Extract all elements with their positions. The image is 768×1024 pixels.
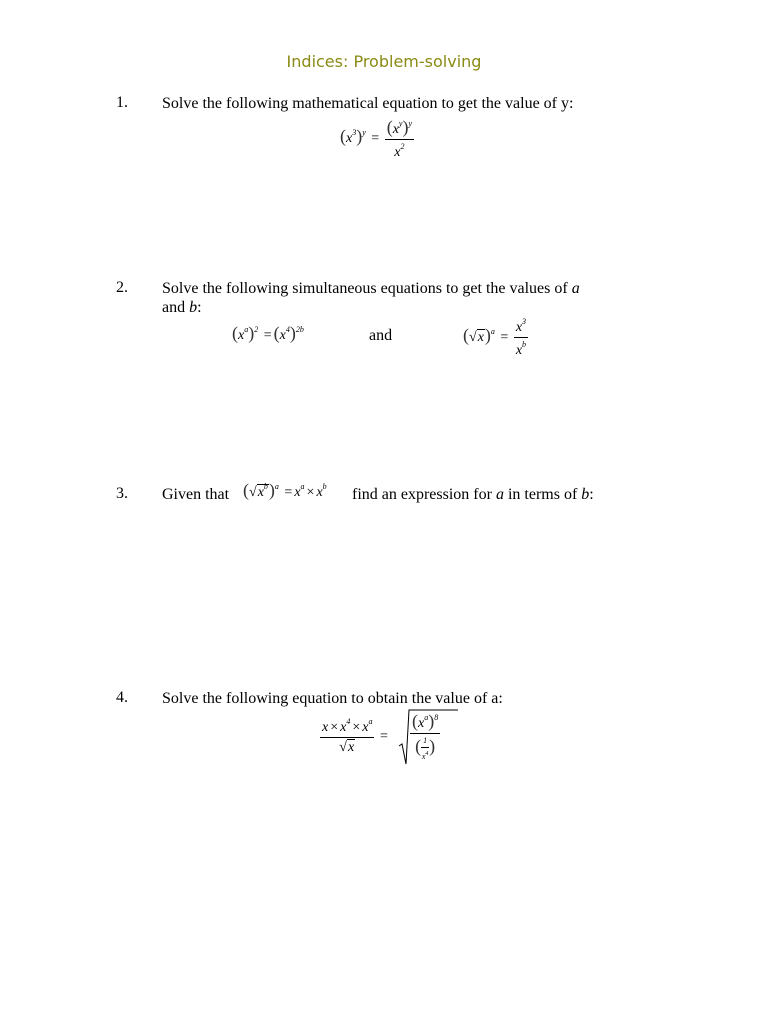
question-4-equation-rhs: $(x^a)^8$ ( $\frac{1}{x^4}$ ) bbox=[412, 711, 439, 761]
question-4-number: 4. bbox=[116, 689, 128, 706]
page-title: Indices: Problem-solving bbox=[286, 52, 482, 71]
question-4-radical-sign bbox=[398, 708, 410, 766]
question-4-text: Solve the following equation to obtain the value of a: bbox=[162, 690, 503, 707]
question-1-equation: $(x^3)^y$ = $\frac{(x^y)^y}{x^2}$ bbox=[340, 117, 413, 160]
question-2-number: 2. bbox=[116, 279, 128, 296]
question-2-equation-1: $(x^a)^2 = (x^4)^{2b}$ bbox=[232, 323, 304, 343]
question-3-equation: $(√x^b)^a = x^a \times x^b$ bbox=[243, 480, 327, 500]
question-3-text-before: Given that bbox=[162, 486, 230, 503]
question-2-connector: and bbox=[369, 327, 393, 344]
question-3-text-after: find an expression for a in terms of b: bbox=[348, 486, 594, 503]
question-1-number: 1. bbox=[116, 94, 128, 111]
question-2-equation-2: $(√x)^a$ = $\frac{x^3}{x^b}$ bbox=[463, 317, 527, 358]
question-2-text: Solve the following simultaneous equations to get the values of a and b: bbox=[162, 280, 580, 316]
question-4-equation-lhs: $\frac{x \times x^4 \times x^a}{√x}$ = bbox=[322, 717, 388, 755]
question-3-number: 3. bbox=[116, 485, 128, 502]
question-1-text: Solve the following mathematical equation to get the value of y: bbox=[162, 95, 574, 112]
